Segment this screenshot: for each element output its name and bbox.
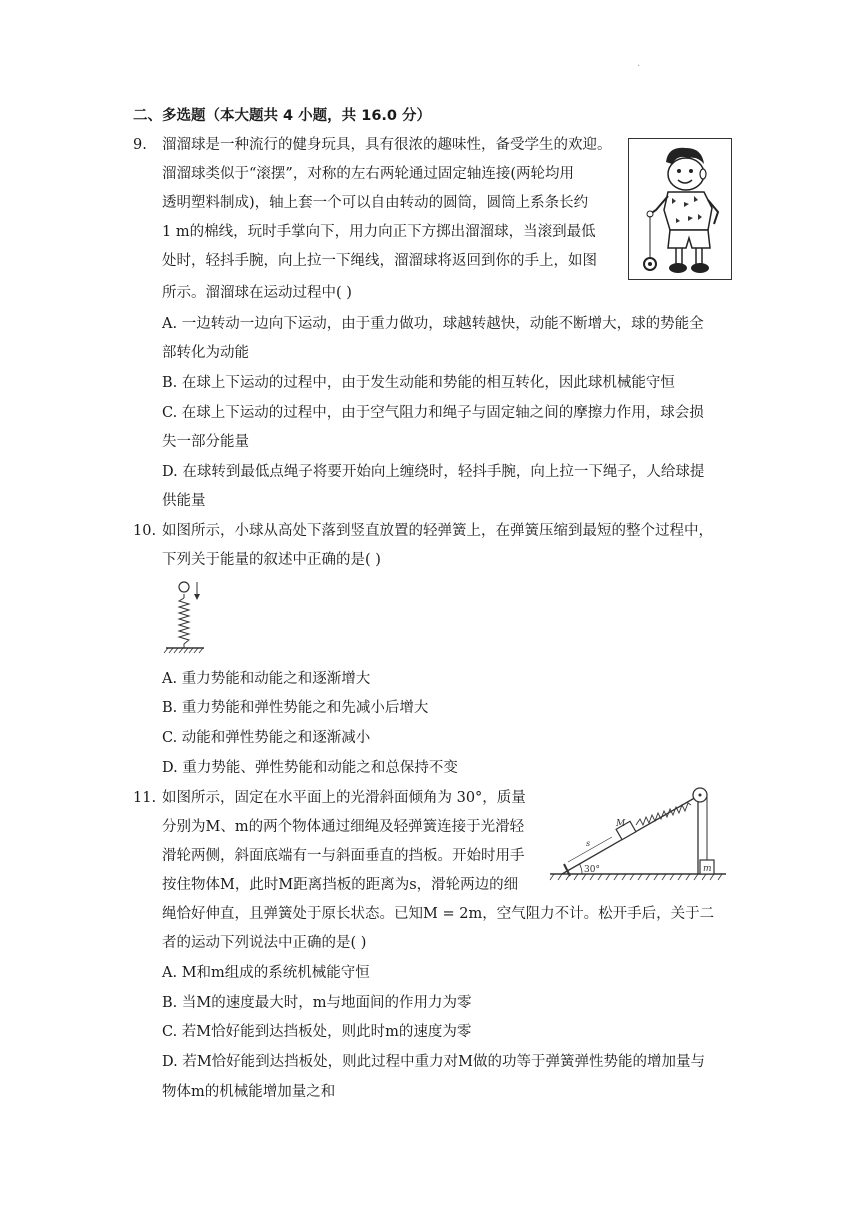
q10-option-a: A. 重力势能和动能之和逐渐增大 <box>162 671 371 687</box>
q11-line-1: 如图所示，固定在水平面上的光滑斜面倾角为 30°，质量 <box>162 790 526 806</box>
q9-line-3: 透明塑料制成)，轴上套一个可以自由转动的圆筒，圆筒上系条长约 <box>162 195 589 211</box>
M-label: M <box>616 819 626 829</box>
q11-option-d: D. 若M恰好能到达挡板处，则此过程中重力对M做的功等于弹簧弹性势能的增加量与 <box>162 1054 706 1070</box>
q11-line-6: 者的运动下列说法中正确的是( ) <box>162 935 367 951</box>
yoyo-boy-figure <box>628 138 732 280</box>
q9-line-5: 处时，轻抖手腕，向上拉一下绳线，溜溜球将返回到你的手上，如图 <box>162 253 597 269</box>
m-label: m <box>703 864 712 874</box>
angle-label: 30° <box>584 865 600 875</box>
q9-option-a: A. 一边转动一边向下运动，由于重力做功，球越转越快，动能不断增大，球的势能全 <box>162 316 704 332</box>
q11-option-d-cont: 物体m的机械能增加量之和 <box>162 1084 336 1100</box>
q11-line-3: 滑轮两侧，斜面底端有一与斜面垂直的挡板。开始时用手 <box>162 848 525 864</box>
q10-option-b: B. 重力势能和弹性势能之和先减小后增大 <box>162 700 429 716</box>
q10-number: 10. <box>133 523 157 539</box>
q9-option-c-cont: 失一部分能量 <box>162 434 249 450</box>
ball-spring-figure <box>160 578 210 658</box>
q9-option-b: B. 在球上下运动的过程中，由于发生动能和势能的相互转化，因此球机械能守恒 <box>162 375 675 391</box>
q9-line-1: 溜溜球是一种流行的健身玩具，具有很浓的趣味性，备受学生的欢迎。 <box>162 137 612 153</box>
incline-pulley-figure <box>548 782 730 882</box>
q10-line-1: 如图所示，小球从高处下落到竖直放置的轻弹簧上，在弹簧压缩到最短的整个过程中， <box>162 523 713 539</box>
q9-line-2: 溜溜球类似于“滚摆”，对称的左右两轮通过固定轴连接(两轮均用 <box>162 166 574 182</box>
header-mark: . <box>637 58 641 69</box>
q9-option-c: C. 在球上下运动的过程中，由于空气阻力和绳子与固定轴之间的摩擦力作用，球会损 <box>162 405 704 421</box>
q9-option-d-cont: 供能量 <box>162 493 206 509</box>
q10-line-2: 下列关于能量的叙述中正确的是( ) <box>162 552 381 568</box>
q10-option-c: C. 动能和弹性势能之和逐渐减小 <box>162 730 371 746</box>
q9-number: 9. <box>133 137 147 153</box>
q10-option-d: D. 重力势能、弹性势能和动能之和总保持不变 <box>162 760 458 776</box>
s-label: s <box>586 839 591 848</box>
q11-option-b: B. 当M的速度最大时，m与地面间的作用力为零 <box>162 995 472 1011</box>
q11-number: 11. <box>133 790 157 806</box>
section-title: 二、多选题（本大题共 4 小题，共 16.0 分） <box>133 108 432 124</box>
q11-line-4: 按住物体M，此时M距离挡板的距离为s，滑轮两边的细 <box>162 877 519 893</box>
q11-option-a: A. M和m组成的系统机械能守恒 <box>162 965 370 981</box>
q9-line-6: 所示。溜溜球在运动过程中( ) <box>162 285 352 301</box>
q11-line-2: 分别为M、m的两个物体通过细绳及轻弹簧连接于光滑轻 <box>162 819 525 835</box>
q9-option-d: D. 在球转到最低点绳子将要开始向上缠绕时，轻抖手腕，向上拉一下绳子，人给球提 <box>162 464 705 480</box>
q9-option-a-cont: 部转化为动能 <box>162 345 249 361</box>
q9-line-4: 1 m的棉线，玩时手掌向下，用力向正下方掷出溜溜球，当滚到最低 <box>162 224 596 240</box>
q11-line-5: 绳恰好伸直，且弹簧处于原长状态。已知M = 2m，空气阻力不计。松开手后，关于二 <box>162 906 715 922</box>
q11-option-c: C. 若M恰好能到达挡板处，则此时m的速度为零 <box>162 1024 472 1040</box>
